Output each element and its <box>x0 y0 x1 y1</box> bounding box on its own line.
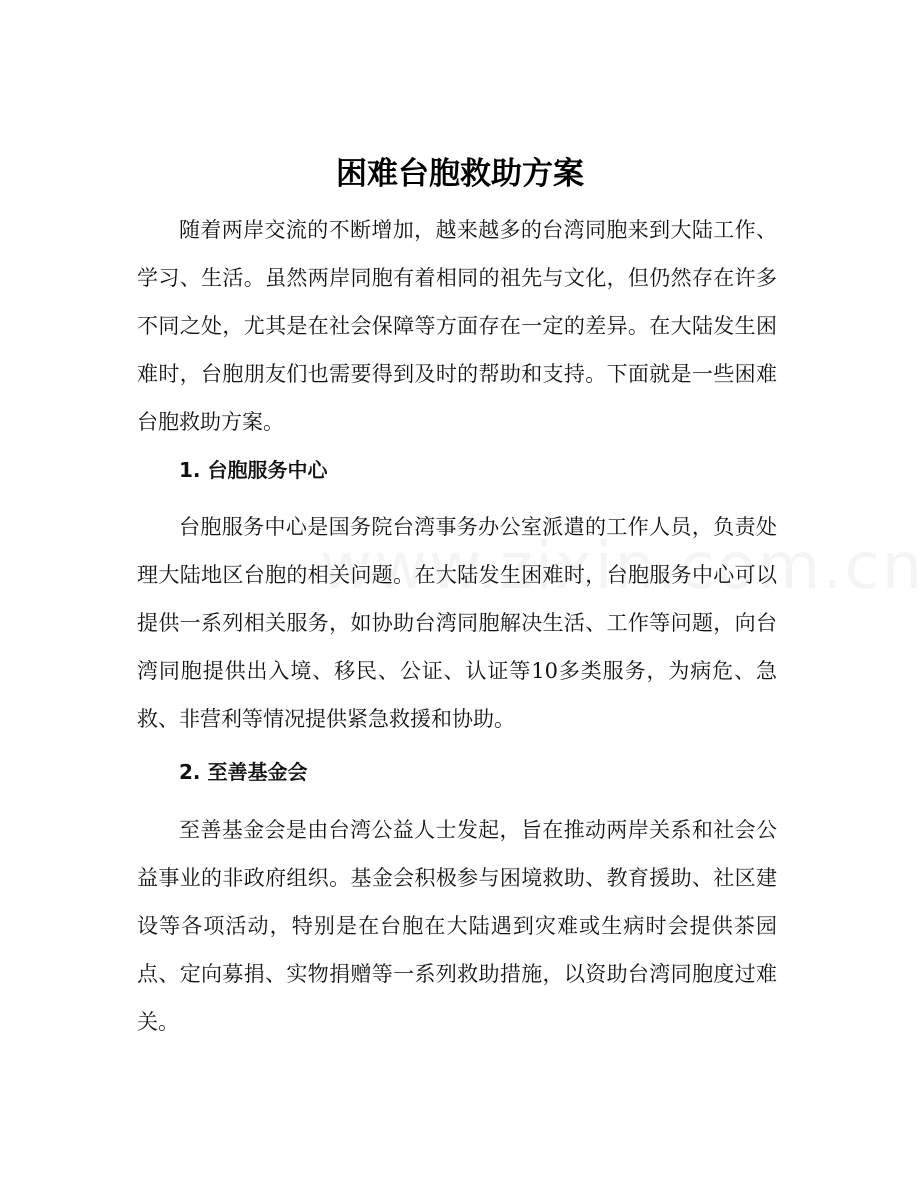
section-heading-service-center: 1. 台胞服务中心 <box>179 458 328 482</box>
document-title: 困难台胞救助方案 <box>336 156 584 192</box>
section-body-foundation: 至善基金会是由台湾公益人士发起，旨在推动两岸关系和社会公益事业的非政府组织。基金会积极参与困境救助、教育援助、社区建设等各项活动，特别是在台胞在大陆遇到灾难或生病时会提供茶园点、定向募捐、实物捐赠等一系列救助措施，以资助台湾同胞度过难关。 <box>137 818 777 1034</box>
section-heading-foundation: 2. 至善基金会 <box>179 760 308 784</box>
section-body-service-center: 台胞服务中心是国务院台湾事务办公室派遣的工作人员，负责处理大陆地区台胞的相关问题。在大陆发生困难时，台胞服务中心可以提供一系列相关服务，如协助台湾同胞解决生活、工作等问题，向台湾同胞提供出入境、移民、公证、认证等10多类服务，为病危、急救、非营利等情况提供紧急救援和协助。 <box>137 515 777 731</box>
intro-paragraph: 随着两岸交流的不断增加，越来越多的台湾同胞来到大陆工作、学习、生活。虽然两岸同胞有着相同的祖先与文化，但仍然存在许多不同之处，尤其是在社会保障等方面存在一定的差异。在大陆发生困难时，台胞朋友们也需要得到及时的帮助和支持。下面就是一些困难台胞救助方案。 <box>137 218 777 434</box>
